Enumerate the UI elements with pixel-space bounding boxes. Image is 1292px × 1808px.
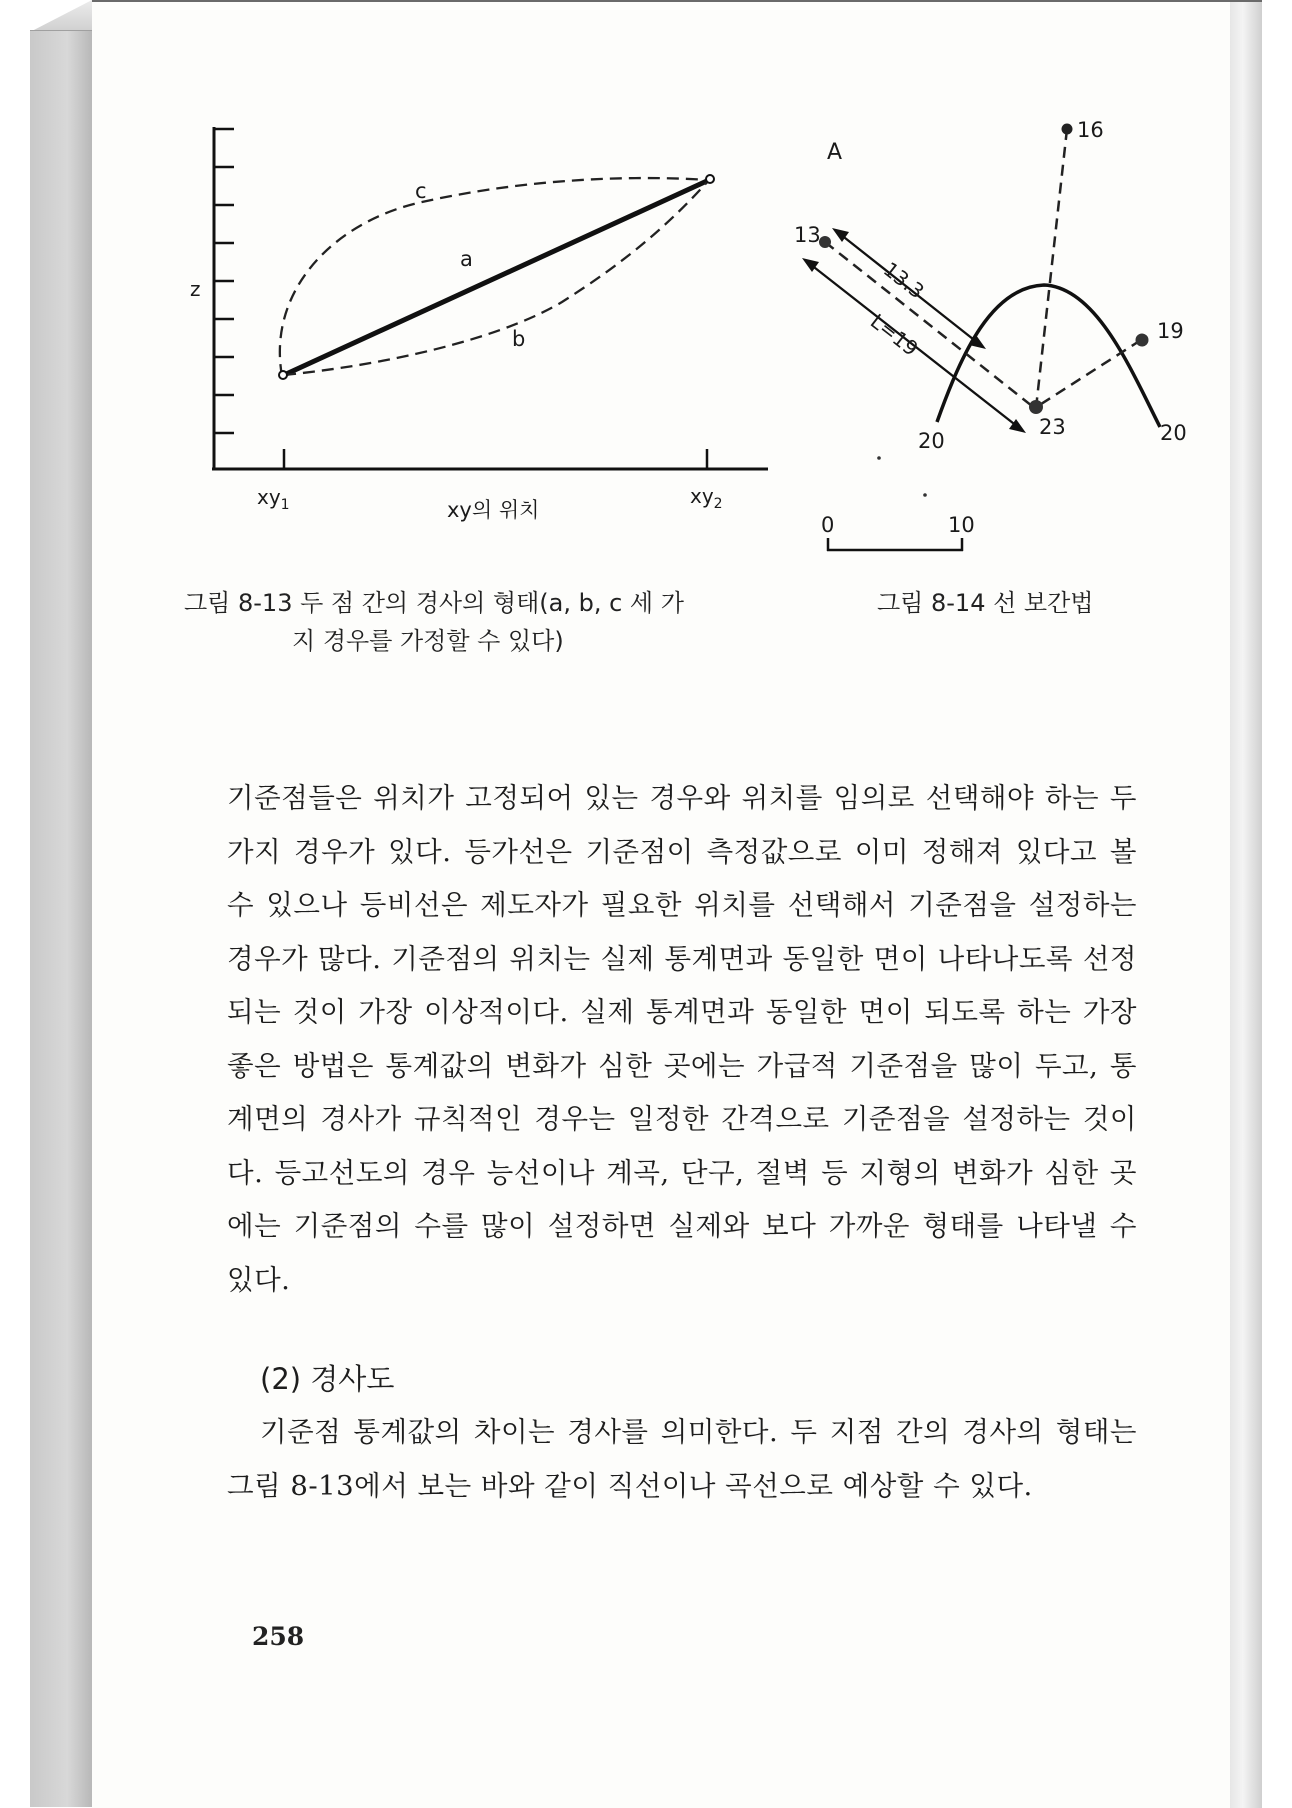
- contour-label-right: 20: [1160, 421, 1187, 445]
- point-label-23: 23: [1039, 415, 1066, 439]
- curve-label-c: c: [415, 179, 427, 203]
- caption-line-2: 지 경우를 가정할 수 있다): [292, 627, 564, 655]
- scale-label-max: 10: [948, 513, 975, 537]
- book-spine-top: [30, 0, 92, 32]
- caption-figure-8-14: 그림 8-14 선 보간법: [877, 589, 1094, 617]
- body-paragraph-2: 기준점 통계값의 차이는 경사를 의미한다. 두 지점 간의 경사의 형태는 그림 8-13에서 보는 바와 같이 직선이나 곡선으로 예상할 수 있다.: [227, 1416, 1137, 1502]
- figures-svg: [92, 2, 1262, 682]
- scale-label-min: 0: [821, 513, 835, 537]
- contour-label-left: 20: [918, 429, 945, 453]
- distance-label: 13.3: [878, 257, 929, 304]
- book-page: [92, 0, 1262, 1808]
- tick-label-xy1: $xy_1$: [257, 485, 290, 513]
- book-spine: [30, 30, 93, 1807]
- point-label-19: 19: [1157, 319, 1184, 343]
- y-axis-label: z: [190, 277, 201, 301]
- point-23: [1029, 400, 1043, 414]
- figure-8-13: [190, 127, 768, 522]
- section-heading: (2) 경사도: [260, 1362, 395, 1396]
- endpoint-xy2: [706, 175, 714, 183]
- curve-label-b: b: [512, 327, 526, 351]
- page-number: 258: [252, 1622, 305, 1651]
- point-13: [819, 236, 831, 248]
- body-paragraph-1: 기준점들은 위치가 고정되어 있는 경우와 위치를 임의로 선택해야 하는 두 가지 경우가 있다. 등가선은 기준점이 측정값으로 이미 정해져 있다고 볼 수 있으나 등비선은 제도자가 필요한 위치를 선택해서 기준점을 설정하는 경우가 많다. 기준점의 위치는 실제 통계면과 동일한 면이 나타나도록 선정되는 것이 가장 이상적이다. 실제 통계면과 동일한 면이 되도록 하는 가장 좋은 방법은 통계값의 변화가 심한 곳에는 가급적 기준점을 많이 두고, 통계면의 경사가 규칙적인 경우는 일정한 간격으로 기준점을 설정하는 것이다. 등고선도의 경우 능선이나 계곡, 단구, 절벽 등 지형의 변화가 심한 곳에는 기준점의 수를 많이 설정하면 실제와 보다 가까운 형태를 나타낼 수 있다.: [227, 782, 1137, 1296]
- curve-label-a: a: [460, 247, 473, 271]
- region-label-a: A: [827, 140, 843, 165]
- caption-line-1: 그림 8-13 두 점 간의 경사의 형태(a, b, c 세 가: [184, 589, 684, 617]
- caption-figure-8-13: [184, 584, 744, 660]
- page-edge: [1230, 2, 1262, 1808]
- dash-19-23: [1038, 340, 1141, 406]
- x-axis-label: xy의 위치: [447, 498, 540, 522]
- scale-bar: [827, 538, 963, 551]
- length-label: L=19: [865, 309, 923, 361]
- point-16: [1062, 124, 1073, 135]
- tick-label-xy2: $xy_2$: [690, 484, 723, 512]
- y-axis-ticks: [214, 129, 234, 433]
- curve-a: [284, 180, 709, 375]
- point-label-13: 13: [794, 223, 821, 247]
- dash-16-23: [1036, 129, 1067, 408]
- dash-13-23: [825, 242, 1032, 406]
- figure-8-14: [794, 118, 1187, 551]
- point-label-16: 16: [1077, 118, 1104, 142]
- point-19: [1136, 334, 1149, 347]
- speck: [877, 456, 881, 460]
- endpoint-xy1: [279, 371, 287, 379]
- speck: [923, 493, 927, 497]
